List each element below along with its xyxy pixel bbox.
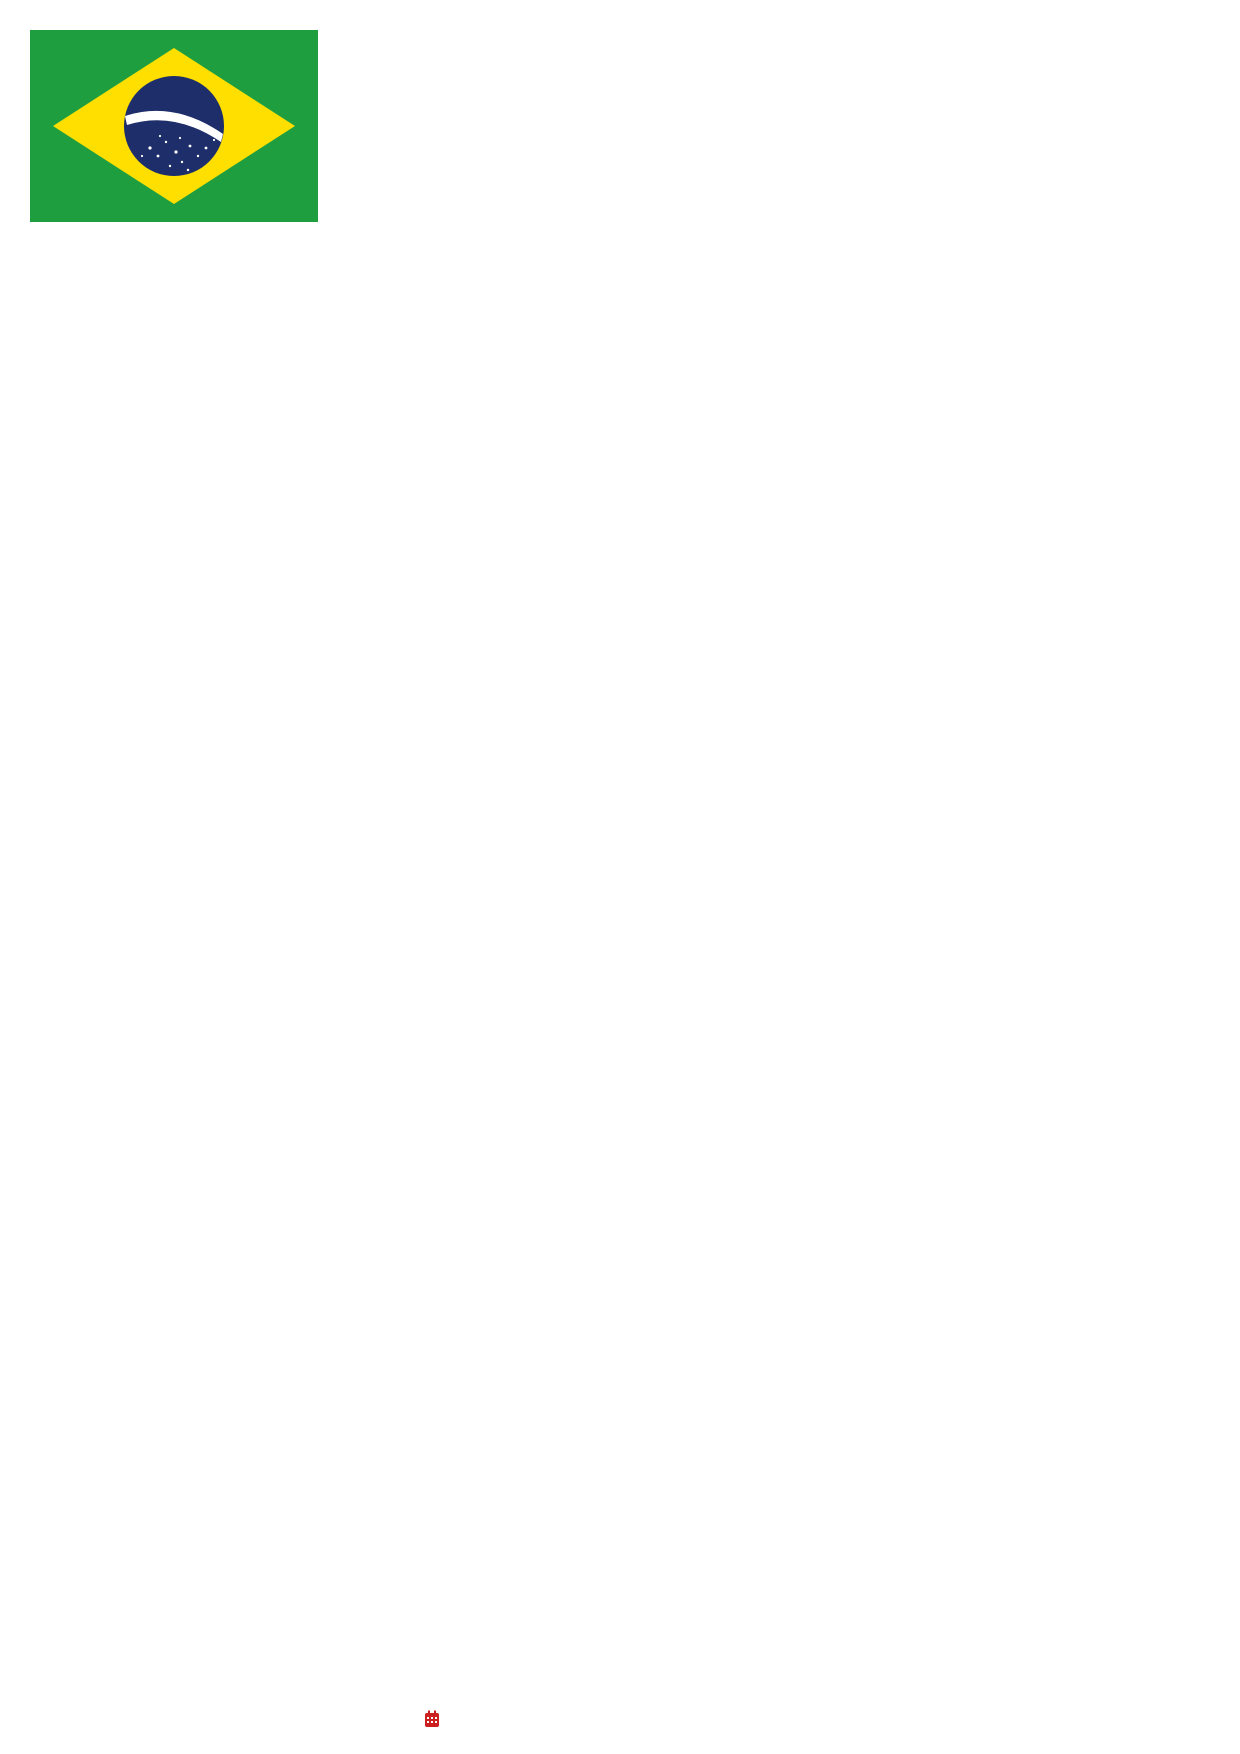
calendar-icon <box>424 1710 440 1728</box>
brazil-flag <box>30 30 318 222</box>
brand-logo <box>424 1710 444 1730</box>
footer <box>0 1706 1240 1742</box>
brazil-flag-graphic <box>30 30 318 222</box>
